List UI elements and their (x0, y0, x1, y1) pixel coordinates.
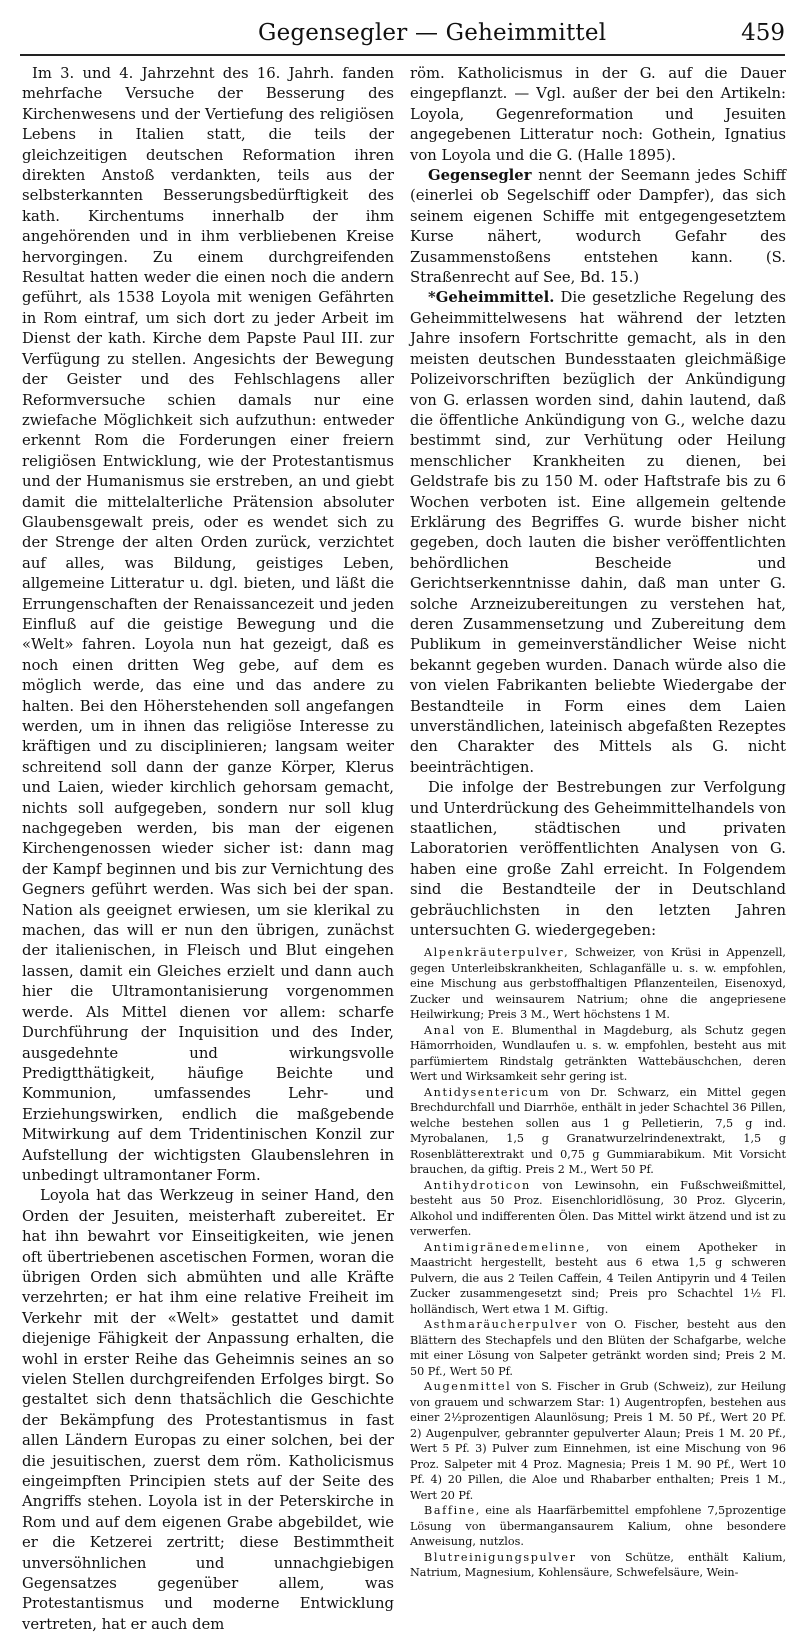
entry-text-gegensegler: nennt der Seemann jedes Schiff (einerlei ob Segelschiff oder Dampfer), das sich seinem eigenen Schiffe mit entgegengesetztem Kurse nähert, wodurch Gefahr des Zusammenstoßens entstehen kann. (S. Straßenrecht auf See, Bd. 15.) (410, 167, 786, 287)
remedy-name: Blutreinigungspulver (424, 1550, 577, 1564)
entry-head-gegensegler: Gegensegler (428, 167, 532, 185)
page-number: 459 (741, 20, 785, 46)
entry-gegensegler (410, 166, 786, 288)
running-title: Gegensegler — Geheimmittel (258, 20, 607, 46)
right-column (410, 64, 786, 1581)
remedy-text: von E. Blumenthal in Magdeburg, als Schutz gegen Hämorrhoiden, Wundlaufen u. s. w. empfohlen, besteht aus mit parfümiertem Rindstalg getränkten Wattebäuschchen, deren Wert und Wirksamkeit sehr gering ist. (410, 1023, 786, 1084)
remedy-entry (410, 1240, 786, 1318)
remedy-entry (410, 945, 786, 1023)
entry-geheimmittel (410, 288, 786, 778)
paragraph-loyola: Loyola hat das Werkzeug in seiner Hand, den Orden der Jesuiten, meisterhaft zubereitet. Er hat ihn bewahrt vor Einseitigkeiten, wie jenen oft übertriebenen ascetischen Formen, woran die übrigen Orden sich abmühten und alle Kräfte verzehrten; er hat ihm eine relative Freiheit im Verkehr mit der «Welt» gestattet und damit diejenige Fähigkeit der Anpassung erhalten, die wohl in erster Reihe das Geheimnis seines an so vielen Stellen durchgreifenden Erfolges birgt. So gestaltet sich denn thatsächlich die Geschichte der Bekämpfung des Protestantismus in fast allen Ländern Europas zu einer solchen, bei der die jesuitischen, zuerst dem röm. Katholicismus eingeimpften Principien stets auf der Seite des Angriffs stehen. Loyola ist in der Peterskirche in Rom und auf dem eigenen Grabe abgebildet, wie er die Ketzerei zertritt; diese Bestimmtheit unversöhnlichen und unnachgiebigen Gegensatzes gegenüber allem, was Protestantismus und moderne Entwicklung vertreten, hat er auch dem (22, 1187, 394, 1633)
left-column (22, 64, 394, 1635)
remedy-name: Baffine (424, 1504, 476, 1518)
remedy-name: Antidysentericum (424, 1085, 551, 1099)
remedy-list (410, 945, 786, 1581)
remedy-entry (410, 1178, 786, 1240)
remedy-text: von Dr. Schwarz, ein Mittel gegen Brechdurchfall und Diarrhöe, enthält in jeder Schachtel 36 Pillen, welche bestehen sollen aus 1 g Pelletierin, 7,5 g ind. Myrobalanen, 1,5 g Granatwurzelrindenextrakt, 1,5 g Rosenblätterextrakt und 0,75 g Gummiarabikum. Mit Vorsicht brauchen, da giftig. Preis 2 M., Wert 50 Pf. (410, 1085, 786, 1177)
remedy-text: von Schütze, enthält Kalium, Natrium, Magnesium, Kohlensäure, Schwefelsäure, Wein- (410, 1550, 786, 1580)
remedy-text: von S. Fischer in Grub (Schweiz), zur Heilung von grauem und schwarzem Star: 1) Augentropfen, bestehen aus einer 2½prozentigen Alaunlösung; Preis 1 M. 50 Pf., Wert 20 Pf. 2) Augenpulver, gebrannter gepulverter Alaun; Preis 1 M. 20 Pf., Wert 5 Pf. 3) Pulver zum Einnehmen, ist eine Mischung von 96 Proz. Salpeter mit 4 Proz. Magnesia; Preis 1 M. 90 Pf., Wert 10 Pf. 4) 20 Pillen, die Aloe und Rhabarber enthalten; Preis 1 M., Wert 20 Pf. (410, 1380, 786, 1502)
remedy-name: Alpenkräuterpulver (424, 946, 565, 960)
paragraph-continuation: röm. Katholicismus in der G. auf die Dauer eingepflanzt. — Vgl. außer der bei den Artikeln: Loyola, Gegenreformation und Jesuiten angegebenen Litteratur noch: Gothein, Ignatius von Loyola und die G. (Halle 1895). (410, 65, 786, 164)
remedy-text: , von einem Apotheker in Maastricht hergestellt, besteht aus 6 etwa 1,5 g schweren Pulvern, die aus 2 Teilen Caffein, 4 Teilen Antipyrin und 4 Teilen Zucker zusammengesetzt sind; Preis pro Schachtel 1½ Fl. holländisch, Wert etwa 1 M. Giftig. (410, 1240, 786, 1316)
entry-head-geheimmittel: *Geheimmittel. (428, 289, 555, 307)
remedy-entry (410, 1023, 786, 1085)
remedy-text: , eine als Haarfärbemittel empfohlene 7,5prozentige Lösung von übermangansaurem Kalium, ohne besondere Anweisung, nutzlos. (410, 1504, 786, 1549)
remedy-entry (410, 1317, 786, 1379)
remedy-name: Augenmittel (424, 1380, 512, 1394)
remedy-name: Antihydroticon (424, 1178, 531, 1192)
remedy-entry (410, 1503, 786, 1550)
paragraph-jesuit-history: Im 3. und 4. Jahrzehnt des 16. Jahrh. fanden mehrfache Versuche der Besserung des Kirchenwesens und der Vertiefung des religiösen Lebens in Italien statt, die teils der gleichzeitigen deutschen Reformation ihren direkten Anstoß verdankten, teils aus der selbsterkannten Besserungsbedürftigkeit des kath. Kirchentums innerhalb der ihm angehörenden und in ihm verbliebenen Kreise hervorgingen. Zu einem durchgreifenden Resultat hatten weder die einen noch die andern geführt, als 1538 Loyola mit wenigen Gefährten in Rom eintraf, um sich dort zu jeder Arbeit im Dienst der kath. Kirche dem Papste Paul III. zur Verfügung zu stellen. Angesichts der Bewegung der Geister und des Fehlschlagens aller Reformversuche schien damals nur eine zwiefache Möglichkeit sich aufzuthun: entweder erkennt Rom die Forderungen einer freiern religiösen Entwicklung, wie der Protestantismus und der Humanismus sie erstreben, an und giebt damit die mittelalterliche Prätension absoluter Glaubensgewalt preis, oder es wendet sich zu der Strenge der alten Orden zurück, verzichtet auf alles, was Bildung, geistiges Leben, allgemeine Litteratur u. dgl. bieten, und läßt die Errungenschaften der Renaissancezeit und jeden Einfluß auf die geistige Bewegung und die «Welt» fahren. Loyola nun hat gezeigt, daß es noch einen dritten Weg gebe, auf dem es möglich werde, das eine und das andere zu halten. Bei den Höherstehenden soll angefangen werden, um in ihnen das religiöse Interesse zu kräftigen und zu disciplinieren; langsam weiter schreitend soll dann der ganze Körper, Klerus und Laien, wieder kirchlich gehorsam gemacht, nichts soll aufgegeben, sondern nur soll klug nachgegeben werden, bis man der eigenen Kirchengenossen wieder sicher ist: dann mag der Kampf beginnen und bis zur Vernichtung des Gegners geführt werden. Was sich bei der span. Nation als geeignet erwiesen, um sie klerikal zu machen, das will er nun den übrigen, zunächst der italienischen, in Fleisch und Blut eingehen lassen, damit ein Gleiches erzielt und dann auch hier die Ultramontanisierung vorgenommen werde. Als Mittel dienen vor allem: scharfe Durchführung der Inquisition und des Inder, ausgedehnte und wirkungsvolle Predigtthätigkeit, häufige Beichte und Kommunion, umfassendes Lehr- und Erziehungswirken, endlich die maßgebende Mitwirkung auf dem Tridentinischen Konzil zur Aufstellung der wichtigsten Glaubenslehren in unbedingt ultramontaner Form. (22, 65, 394, 1184)
remedy-entry (410, 1379, 786, 1503)
entry-text-geheimmittel: Die gesetzliche Regelung des Geheimmittelwesens hat während der letzten Jahre insofern Fortschritte gemacht, als in den meisten deutschen Bundesstaaten gleichmäßige Polizeivorschriften bezüglich der Ankündigung von G. erlassen worden sind, dahin lautend, daß die öffentliche Ankündigung von G., welche dazu bestimmt sind, zur Verhütung oder Heilung menschlicher Krankheiten zu dienen, bei Geldstrafe bis zu 150 M. oder Haftstrafe bis zu 6 Wochen verboten ist. Eine allgemein geltende Erklärung des Begriffes G. wurde bisher nicht gegeben, doch lauten die bisher veröffentlichten behördlichen Bescheide und Gerichtserkenntnisse dahin, daß man unter G. solche Arzneizubereitungen zu verstehen hat, deren Zusammensetzung und Zubereitung dem Publikum in gemeinverständlicher Weise nicht bekannt gegeben wurden. Danach würde also die von vielen Fabrikanten beliebte Wiedergabe der Bestandteile in Form eines dem Laien unverständlichen, lateinisch abgefaßten Rezeptes den Charakter des Mittels als G. nicht beeinträchtigen. (410, 289, 786, 776)
remedy-entry (410, 1085, 786, 1178)
remedy-text: von Lewinsohn, ein Fußschweißmittel, besteht aus 50 Proz. Eisenchloridlösung, 30 Proz. Glycerin, Alkohol und indifferenten Ölen. Das Mittel wirkt ätzend und ist zu verwerfen. (410, 1178, 786, 1239)
page-header (20, 14, 785, 56)
remedy-text: , Schweizer, von Krüsi in Appenzell, gegen Unterleibskrankheiten, Schlaganfälle u. s. w. empfohlen, eine Mischung aus gerbstoffhaltigen Pflanzenteilen, Eisenoxyd, Zucker und weinsaurem Natrium; ohne die angepriesene Heilwirkung; Preis 3 M., Wert höchstens 1 M. (410, 946, 786, 1022)
remedy-entry (410, 1550, 786, 1581)
paragraph-analysen: Die infolge der Bestrebungen zur Verfolgung und Unterdrückung des Geheimmittelhandels von staatlichen, städtischen und privaten Laboratorien veröffentlichten Analysen von G. haben eine große Zahl erreicht. In Folgendem sind die Bestandteile der in Deutschland gebräuchlichsten in den letzten Jahren untersuchten G. wiedergegeben: (410, 779, 786, 940)
remedy-name: Antimigränedemelinne (424, 1240, 586, 1254)
remedy-name: Asthmaräucherpulver (424, 1318, 579, 1332)
remedy-name: Anal (424, 1023, 456, 1037)
remedy-text: von O. Fischer, besteht aus den Blättern des Stechapfels und den Blüten der Schafgarbe, welche mit einer Lösung von Salpeter getränkt worden sind; Preis 2 M. 50 Pf., Wert 50 Pf. (410, 1318, 786, 1378)
